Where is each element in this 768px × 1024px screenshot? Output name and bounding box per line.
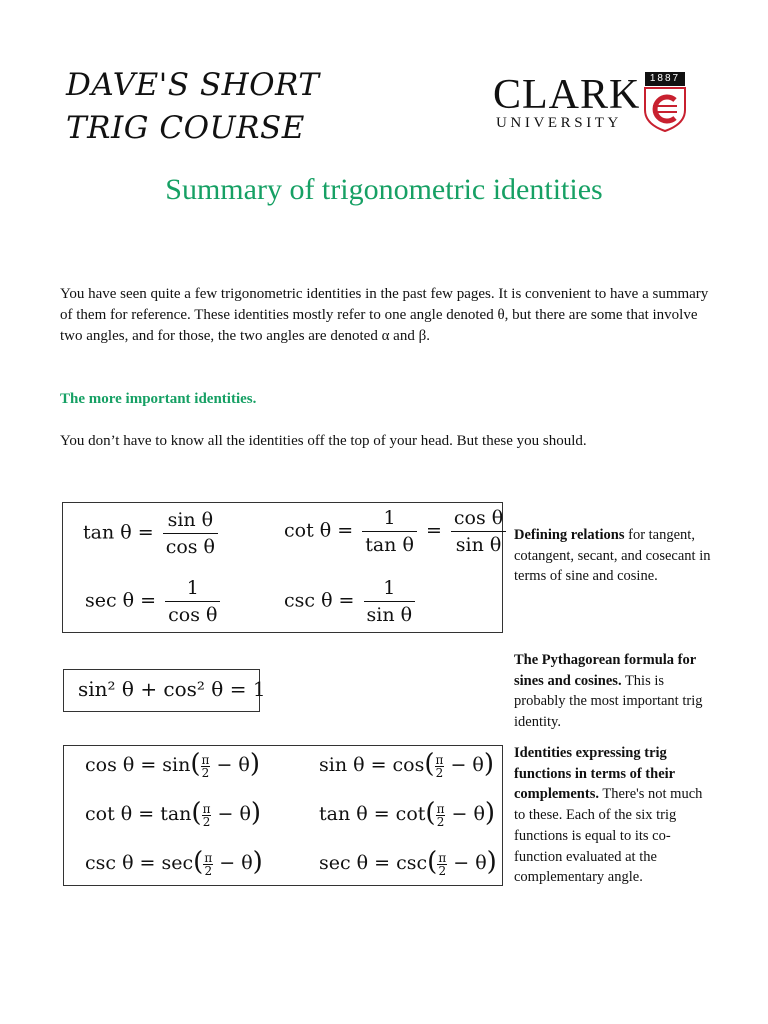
- page-title: Summary of trigonometric identities: [165, 173, 603, 206]
- cot-identity: cot θ = $\frac{1}{\text{tan θ}}$ = $\frac{\text{cos θ}}{\text{sin θ}}$: [284, 507, 509, 556]
- course-title: [66, 64, 326, 150]
- csc-identity: csc θ = $\frac{1}{\text{sin θ}}$: [284, 577, 418, 626]
- clark-university-logo: [493, 72, 693, 134]
- tan-complement-identity: tan θ = cot( $\frac{\pi}{2}$ − θ): [319, 798, 496, 829]
- course-title-line2: TRIG COURSE: [66, 110, 305, 146]
- logo-subtitle: UNIVERSITY: [496, 115, 622, 131]
- pythagorean-formula: sin² θ + cos² θ = 1: [78, 677, 266, 701]
- logo-name: CLARK: [493, 72, 641, 118]
- complement-identities-description: Identities expressing trig functions in terms of their complements. There's not much to these. Each of the six trig functions is equal to its co-function evaluated at the complementary angle.: [514, 745, 703, 886]
- csc-complement-identity: csc θ = sec( $\frac{\pi}{2}$ − θ): [85, 847, 263, 878]
- shield-icon: [641, 86, 689, 132]
- defining-relations-description: Defining relations for tangent, cotangent, secant, and cosecant in terms of sine and cosine.: [514, 527, 711, 585]
- course-title-line1: DAVE'S SHORT: [66, 67, 320, 103]
- logo-year: 1887: [645, 72, 685, 86]
- defining-relations-box: [62, 502, 503, 633]
- sec-complement-identity: sec θ = csc( $\frac{\pi}{2}$ − θ): [319, 847, 497, 878]
- complement-identities-box: [63, 745, 503, 886]
- pythagorean-description: The Pythagorean formula for sines and cosines. This is probably the most important trig identity.: [514, 652, 703, 731]
- section-heading: The more important identities.: [60, 391, 257, 407]
- section-text: You don’t have to know all the identities off the top of your head. But these you should.: [60, 433, 587, 449]
- tan-identity: tan θ = $\frac{\text{sin θ}}{\text{cos θ}}$: [83, 509, 221, 558]
- pythagorean-box: [63, 669, 266, 712]
- cos-complement-identity: cos θ = sin( $\frac{\pi}{2}$ − θ): [85, 749, 261, 780]
- intro-paragraph: You have seen quite a few trigonometric identities in the past few pages. It is convenient to have a summary of them for reference. These identities mostly refer to one angle denoted θ, but there are some that involve two angles, and for those, the two angles are denoted α and β.: [60, 286, 709, 344]
- cot-complement-identity: cot θ = tan( $\frac{\pi}{2}$ − θ): [85, 798, 262, 829]
- sin-complement-identity: sin θ = cos( $\frac{\pi}{2}$ − θ): [319, 749, 495, 780]
- sec-identity: sec θ = $\frac{1}{\text{cos θ}}$: [85, 577, 223, 626]
